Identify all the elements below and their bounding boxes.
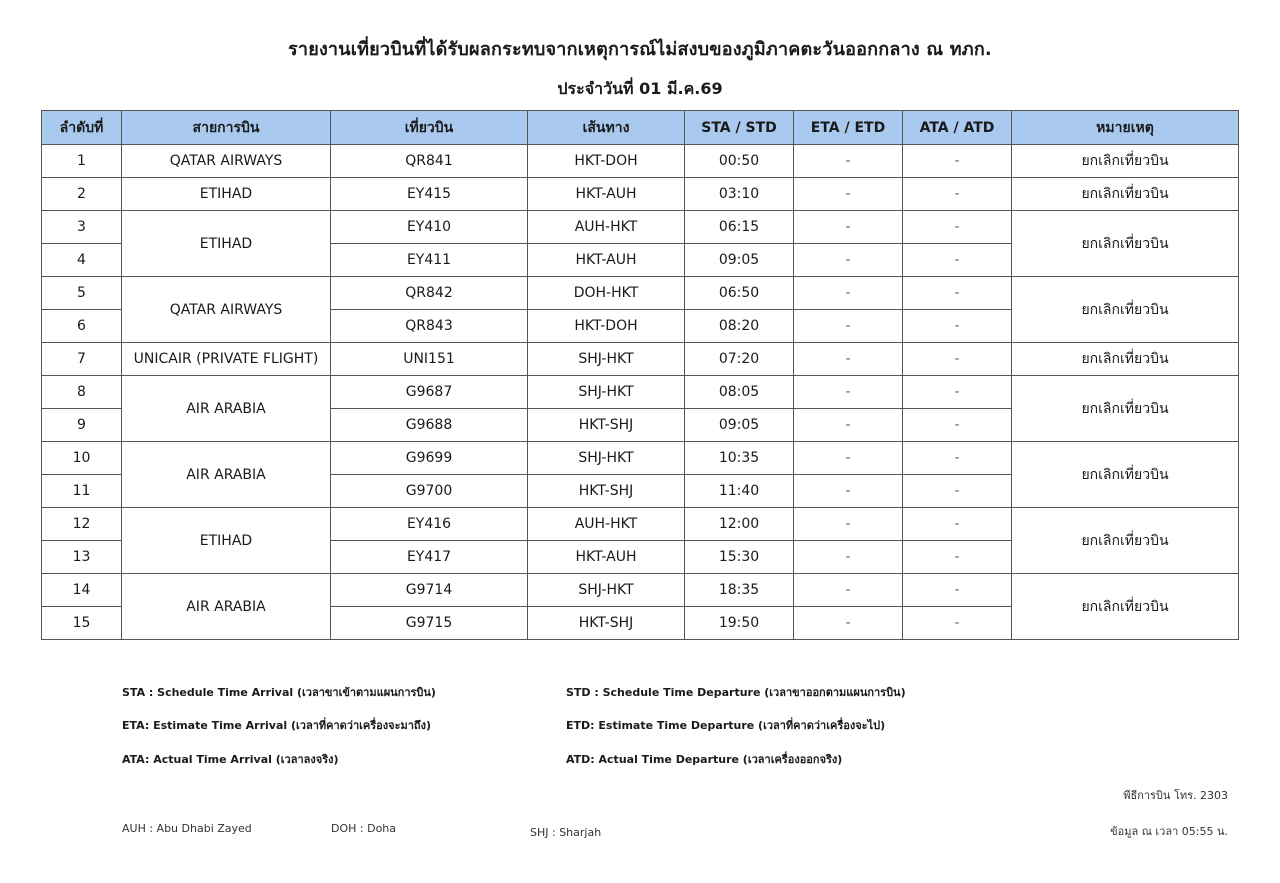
flight-cell: EY415 [331, 178, 528, 211]
sta-std-cell: 19:50 [685, 607, 794, 640]
route-cell: SHJ-HKT [528, 574, 685, 607]
legend-eta: ETA: Estimate Time Arrival (เวลาที่คาดว่าเครื่องจะมาถึง) [122, 719, 431, 732]
ata-atd-cell: - [903, 310, 1012, 343]
airline-cell: ETIHAD [122, 178, 331, 211]
footnote-shj: SHJ : Sharjah [530, 826, 602, 839]
eta-etd-cell: - [794, 475, 903, 508]
sta-std-cell: 00:50 [685, 145, 794, 178]
legend-atd: ATD: Actual Time Departure (เวลาเครื่องออกจริง) [566, 753, 843, 766]
airline-cell: QATAR AIRWAYS [122, 145, 331, 178]
route-cell: SHJ-HKT [528, 343, 685, 376]
remark-cell: ยกเลิกเที่ยวบิน [1012, 145, 1239, 178]
eta-etd-cell: - [794, 541, 903, 574]
airline-cell: AIR ARABIA [122, 376, 331, 442]
flight-cell: EY417 [331, 541, 528, 574]
col-header-eta-etd: ETA / ETD [794, 111, 903, 145]
col-header-airline: สายการบิน [122, 111, 331, 145]
flight-cell: EY410 [331, 211, 528, 244]
row-number: 15 [42, 607, 122, 640]
ata-atd-cell: - [903, 343, 1012, 376]
remark-cell: ยกเลิกเที่ยวบิน [1012, 508, 1239, 574]
table-row [42, 343, 1239, 376]
route-cell: DOH-HKT [528, 277, 685, 310]
ata-atd-cell: - [903, 409, 1012, 442]
sta-std-cell: 10:35 [685, 442, 794, 475]
row-number: 1 [42, 145, 122, 178]
eta-etd-cell: - [794, 343, 903, 376]
row-number: 4 [42, 244, 122, 277]
flight-cell: EY416 [331, 508, 528, 541]
ata-atd-cell: - [903, 376, 1012, 409]
eta-etd-cell: - [794, 376, 903, 409]
ata-atd-cell: - [903, 607, 1012, 640]
table-row [42, 508, 1239, 541]
eta-etd-cell: - [794, 310, 903, 343]
ata-atd-cell: - [903, 145, 1012, 178]
remark-cell: ยกเลิกเที่ยวบิน [1012, 343, 1239, 376]
row-number: 9 [42, 409, 122, 442]
sta-std-cell: 09:05 [685, 244, 794, 277]
legend-sta: STA : Schedule Time Arrival (เวลาขาเข้าตามแผนการบิน) [122, 686, 436, 699]
flight-cell: G9714 [331, 574, 528, 607]
eta-etd-cell: - [794, 277, 903, 310]
sta-std-cell: 08:05 [685, 376, 794, 409]
remark-cell: ยกเลิกเที่ยวบิน [1012, 178, 1239, 211]
ata-atd-cell: - [903, 574, 1012, 607]
row-number: 10 [42, 442, 122, 475]
remark-cell: ยกเลิกเที่ยวบิน [1012, 277, 1239, 343]
eta-etd-cell: - [794, 211, 903, 244]
ata-atd-cell: - [903, 277, 1012, 310]
row-number: 5 [42, 277, 122, 310]
route-cell: HKT-SHJ [528, 409, 685, 442]
sta-std-cell: 06:50 [685, 277, 794, 310]
airline-cell: ETIHAD [122, 211, 331, 277]
col-header-ata-atd: ATA / ATD [903, 111, 1012, 145]
eta-etd-cell: - [794, 508, 903, 541]
report-date: ประจำวันที่ 01 มี.ค.69 [557, 79, 723, 98]
table-row [42, 376, 1239, 409]
ata-atd-cell: - [903, 178, 1012, 211]
eta-etd-cell: - [794, 607, 903, 640]
legend-etd: ETD: Estimate Time Departure (เวลาที่คาดว่าเครื่องจะไป) [566, 719, 886, 732]
route-cell: HKT-AUH [528, 244, 685, 277]
eta-etd-cell: - [794, 145, 903, 178]
sta-std-cell: 03:10 [685, 178, 794, 211]
sta-std-cell: 09:05 [685, 409, 794, 442]
sta-std-cell: 15:30 [685, 541, 794, 574]
row-number: 14 [42, 574, 122, 607]
route-cell: HKT-AUH [528, 178, 685, 211]
flight-cell: QR843 [331, 310, 528, 343]
flight-table [41, 110, 1239, 640]
table-row [42, 211, 1239, 244]
eta-etd-cell: - [794, 574, 903, 607]
eta-etd-cell: - [794, 178, 903, 211]
flight-cell: G9688 [331, 409, 528, 442]
flight-cell: G9715 [331, 607, 528, 640]
route-cell: SHJ-HKT [528, 376, 685, 409]
ata-atd-cell: - [903, 211, 1012, 244]
row-number: 11 [42, 475, 122, 508]
remark-cell: ยกเลิกเที่ยวบิน [1012, 574, 1239, 640]
legend-ata: ATA: Actual Time Arrival (เวลาลงจริง) [122, 753, 339, 766]
eta-etd-cell: - [794, 409, 903, 442]
remark-cell: ยกเลิกเที่ยวบิน [1012, 442, 1239, 508]
route-cell: HKT-AUH [528, 541, 685, 574]
airline-cell: AIR ARABIA [122, 442, 331, 508]
ata-atd-cell: - [903, 442, 1012, 475]
sta-std-cell: 07:20 [685, 343, 794, 376]
row-number: 13 [42, 541, 122, 574]
ata-atd-cell: - [903, 508, 1012, 541]
ops-contact: พีธีการบิน โทร. 2303 [1123, 789, 1228, 802]
airline-cell: ETIHAD [122, 508, 331, 574]
eta-etd-cell: - [794, 244, 903, 277]
ata-atd-cell: - [903, 541, 1012, 574]
col-header-flight: เที่ยวบิน [331, 111, 528, 145]
row-number: 6 [42, 310, 122, 343]
table-row [42, 145, 1239, 178]
header-row [42, 111, 1239, 145]
row-number: 2 [42, 178, 122, 211]
route-cell: SHJ-HKT [528, 442, 685, 475]
table-row [42, 442, 1239, 475]
flight-cell: G9700 [331, 475, 528, 508]
data-timestamp: ข้อมูล ณ เวลา 05:55 น. [1110, 825, 1228, 838]
row-number: 7 [42, 343, 122, 376]
col-header-sta-std: STA / STD [685, 111, 794, 145]
remark-cell: ยกเลิกเที่ยวบิน [1012, 211, 1239, 277]
route-cell: HKT-DOH [528, 145, 685, 178]
ata-atd-cell: - [903, 475, 1012, 508]
legend-std: STD : Schedule Time Departure (เวลาขาออกตามแผนการบิน) [566, 686, 906, 699]
airline-cell: QATAR AIRWAYS [122, 277, 331, 343]
footnote-auh: AUH : Abu Dhabi Zayed [122, 822, 252, 835]
table-row [42, 277, 1239, 310]
flight-cell: UNI151 [331, 343, 528, 376]
route-cell: AUH-HKT [528, 508, 685, 541]
remark-cell: ยกเลิกเที่ยวบิน [1012, 376, 1239, 442]
row-number: 8 [42, 376, 122, 409]
flight-cell: QR841 [331, 145, 528, 178]
sta-std-cell: 06:15 [685, 211, 794, 244]
flight-cell: EY411 [331, 244, 528, 277]
footnote-doh: DOH : Doha [331, 822, 397, 835]
flight-cell: G9699 [331, 442, 528, 475]
table-row [42, 178, 1239, 211]
sta-std-cell: 18:35 [685, 574, 794, 607]
airline-cell: UNICAIR (PRIVATE FLIGHT) [122, 343, 331, 376]
ata-atd-cell: - [903, 244, 1012, 277]
route-cell: HKT-SHJ [528, 607, 685, 640]
col-header-no: ลำดับที่ [42, 111, 122, 145]
col-header-remark: หมายเหตุ [1012, 111, 1239, 145]
row-number: 3 [42, 211, 122, 244]
flight-cell: G9687 [331, 376, 528, 409]
report-title: รายงานเที่ยวบินที่ได้รับผลกระทบจากเหตุการณ์ไม่สงบของภูมิภาคตะวันออกกลาง ณ ทภก. [288, 39, 992, 60]
eta-etd-cell: - [794, 442, 903, 475]
route-cell: HKT-DOH [528, 310, 685, 343]
col-header-route: เส้นทาง [528, 111, 685, 145]
sta-std-cell: 11:40 [685, 475, 794, 508]
row-number: 12 [42, 508, 122, 541]
flight-cell: QR842 [331, 277, 528, 310]
route-cell: HKT-SHJ [528, 475, 685, 508]
route-cell: AUH-HKT [528, 211, 685, 244]
airline-cell: AIR ARABIA [122, 574, 331, 640]
table-row [42, 574, 1239, 607]
sta-std-cell: 08:20 [685, 310, 794, 343]
sta-std-cell: 12:00 [685, 508, 794, 541]
